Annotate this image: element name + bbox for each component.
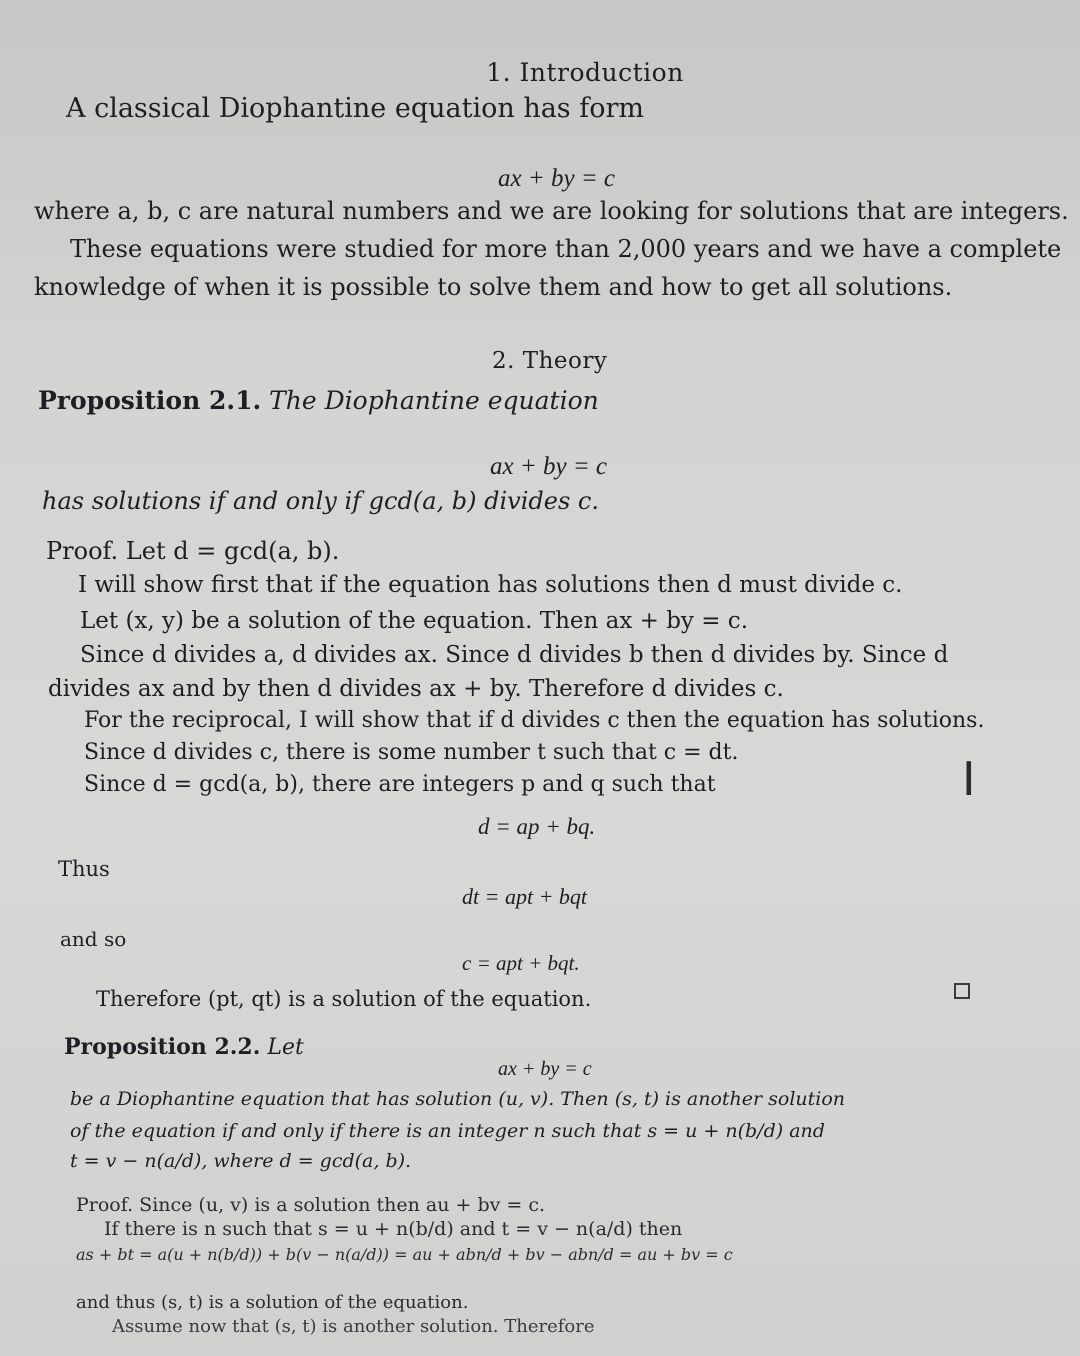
proposition-2-1-equation: ax + by = c xyxy=(490,453,608,480)
intro-line-1: A classical Diophantine equation has form xyxy=(66,93,644,124)
proposition-2-2-label: Proposition 2.2. xyxy=(64,1034,261,1060)
proposition-2-2 xyxy=(64,1032,304,1063)
proof-1-thus: Thus xyxy=(58,857,110,881)
intro-equation: ax + by = c xyxy=(498,165,616,192)
proposition-2-2-line-3: t = v − n(a/d), where d = gcd(a, b). xyxy=(70,1150,412,1172)
proposition-2-1-conclusion: has solutions if and only if gcd(a, b) divides c. xyxy=(42,487,599,515)
proposition-2-2-let: Let xyxy=(267,1035,304,1060)
intro-line-2: where a, b, c are natural numbers and we are looking for solutions that are integers. xyxy=(34,197,1069,225)
section-1-heading: 1. Introduction xyxy=(486,58,684,87)
proof-1-line-1: Proof. Let d = gcd(a, b). xyxy=(46,537,340,565)
proof-1-line-8: Since d = gcd(a, b), there are integers p and q such that xyxy=(84,772,716,797)
proof-1-line-4: Since d divides a, d divides ax. Since d divides b then d divides by. Since d xyxy=(80,642,949,668)
intro-line-3: These equations were studied for more than 2,000 years and we have a complete xyxy=(70,235,1062,263)
proof-1-final: Therefore (pt, qt) is a solution of the equation. xyxy=(96,987,592,1011)
proof-2-line-3: as + bt = a(u + n(b/d)) + b(v − n(a/d)) = au + abn/d + bv − abn/d = au + bv = c xyxy=(76,1245,733,1264)
proof-1-and-so: and so xyxy=(60,927,127,951)
proof-1-equation-3: c = apt + bqt. xyxy=(462,951,580,975)
proposition-2-1 xyxy=(38,386,599,416)
proposition-2-1-label: Proposition 2.1. xyxy=(38,386,262,415)
text-cursor-icon: I xyxy=(962,752,976,806)
proposition-2-1-text: The Diophantine equation xyxy=(269,386,599,415)
proof-2-line-2: If there is n such that s = u + n(b/d) and t = v − n(a/d) then xyxy=(104,1218,683,1240)
proof-2-line-1: Proof. Since (u, v) is a solution then au + bv = c. xyxy=(76,1194,546,1216)
proof-1-line-5: divides ax and by then d divides ax + by. Therefore d divides c. xyxy=(48,676,784,702)
intro-line-4: knowledge of when it is possible to solve them and how to get all solutions. xyxy=(34,273,953,301)
proof-2-line-5: Assume now that (s, t) is another solution. Therefore xyxy=(112,1316,595,1337)
proof-1-equation-2: dt = apt + bqt xyxy=(462,884,588,909)
section-2-heading: 2. Theory xyxy=(492,348,608,374)
proposition-2-2-line-1: be a Diophantine equation that has solution (u, v). Then (s, t) is another solution xyxy=(70,1088,846,1110)
proof-2-line-4: and thus (s, t) is a solution of the equation. xyxy=(76,1292,469,1313)
proof-1-line-3: Let (x, y) be a solution of the equation. Then ax + by = c. xyxy=(80,608,748,634)
proof-1-line-7: Since d divides c, there is some number t such that c = dt. xyxy=(84,740,739,765)
qed-square-icon xyxy=(954,983,970,999)
proposition-2-2-line-2: of the equation if and only if there is an integer n such that s = u + n(b/d) and xyxy=(70,1120,825,1142)
proof-1-line-2: I will show first that if the equation has solutions then d must divide c. xyxy=(78,572,903,598)
proposition-2-2-equation: ax + by = c xyxy=(498,1058,592,1080)
proof-1-line-6: For the reciprocal, I will show that if d divides c then the equation has solutions. xyxy=(84,708,985,733)
proof-1-equation-1: d = ap + bq. xyxy=(478,814,596,839)
